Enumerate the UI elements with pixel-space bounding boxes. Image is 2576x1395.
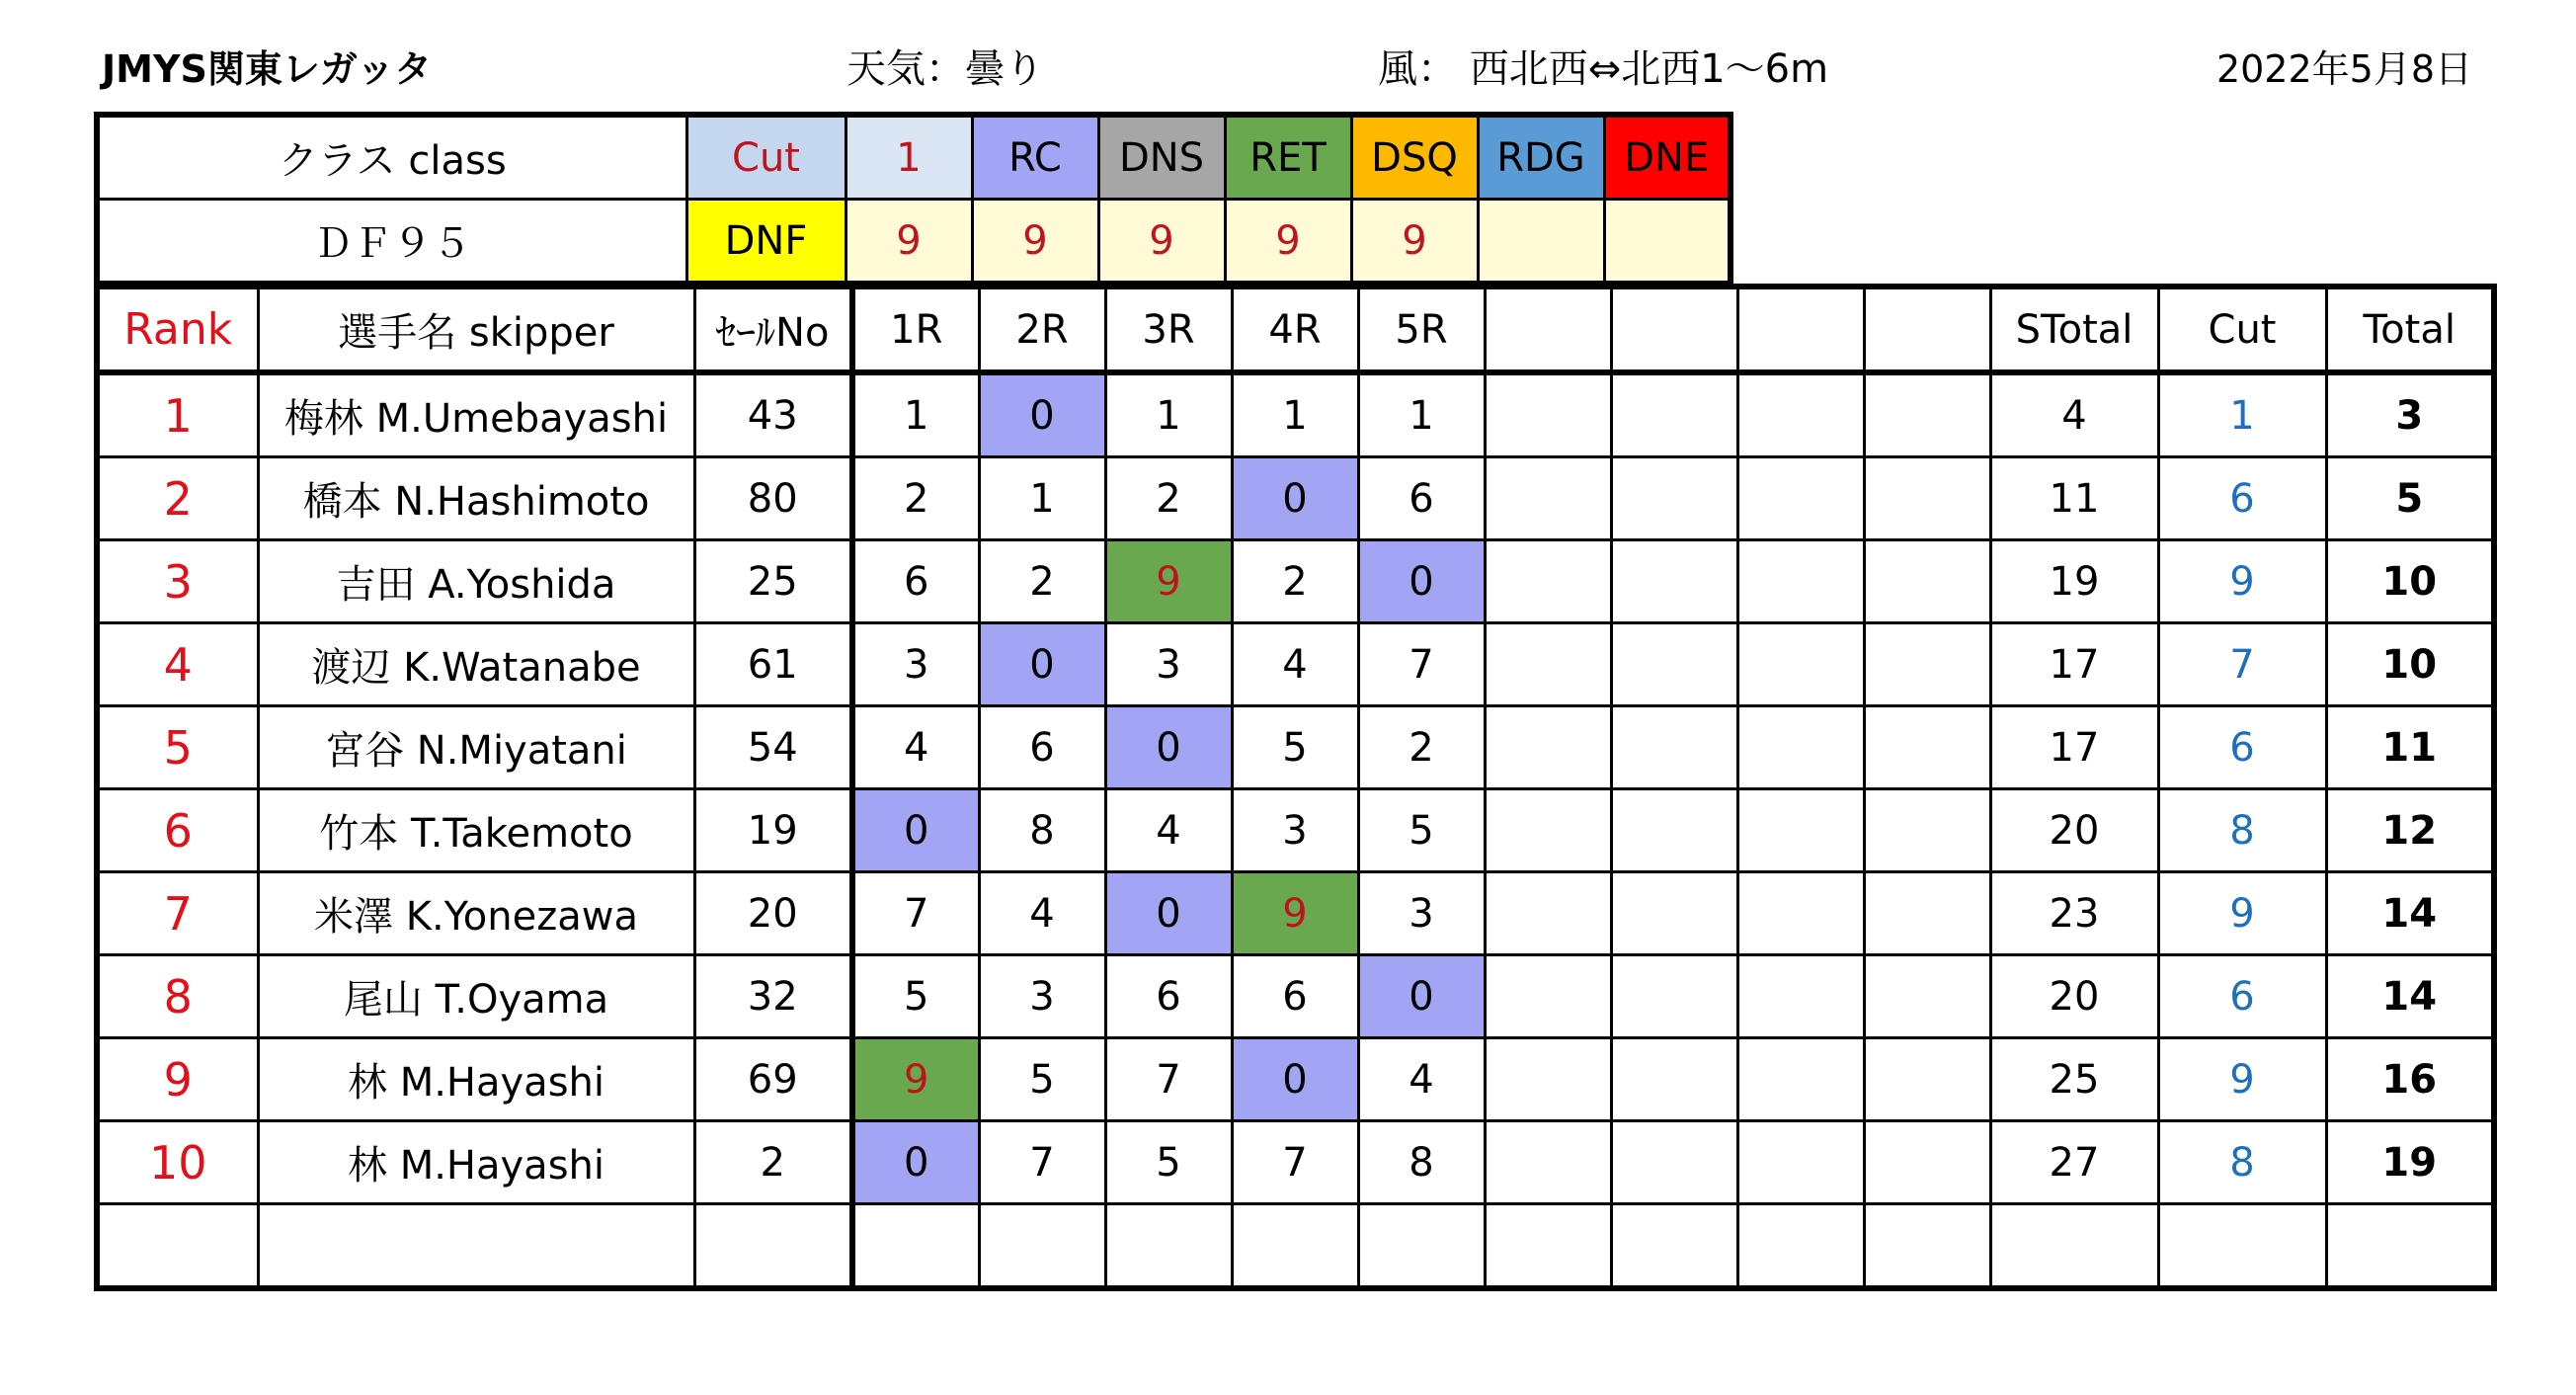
code-legend-table: [94, 112, 1733, 287]
sail-number-cell: 19: [694, 789, 852, 872]
empty-cell: [97, 1204, 258, 1289]
race-score-cell: 4: [1358, 1038, 1485, 1121]
empty-cell: [1485, 1204, 1611, 1289]
race-score-cell: 1: [1358, 372, 1485, 457]
rank-cell: 10: [97, 1121, 258, 1204]
skipper-cell: 宮谷 N.Miyatani: [258, 706, 694, 789]
cut-cell: 7: [2158, 623, 2326, 706]
cut-cell: 9: [2158, 540, 2326, 623]
race-score-cell: 0: [852, 1121, 979, 1204]
race-score-cell: 7: [1105, 1038, 1232, 1121]
empty-race-cell: [1485, 706, 1611, 789]
race-score-cell: 7: [852, 872, 979, 955]
empty-race-cell: [1611, 1121, 1737, 1204]
race-score-cell: 3: [979, 955, 1105, 1038]
result-row: [97, 457, 2494, 540]
rank-cell: 5: [97, 706, 258, 789]
legend-points-value: [1604, 200, 1731, 285]
race-score-cell: 6: [852, 540, 979, 623]
total-cell: 10: [2326, 623, 2494, 706]
sail-number-cell: 32: [694, 955, 852, 1038]
rank-cell: 2: [97, 457, 258, 540]
regatta-title: JMYS関東レガッタ: [102, 47, 433, 91]
race-score-cell: 7: [1232, 1121, 1358, 1204]
legend-points-value: 9: [972, 200, 1098, 285]
stotal-cell: 25: [1990, 1038, 2158, 1121]
rank-cell: 8: [97, 955, 258, 1038]
race-score-cell: 8: [1358, 1121, 1485, 1204]
stotal-cell: 27: [1990, 1121, 2158, 1204]
race-score-cell: 6: [1358, 457, 1485, 540]
empty-race-cell: [1864, 457, 1990, 540]
empty-cell: [1864, 1204, 1990, 1289]
results-table: [94, 284, 2497, 1291]
total-cell: 14: [2326, 955, 2494, 1038]
result-row: [97, 540, 2494, 623]
result-row: [97, 1121, 2494, 1204]
total-cell: 11: [2326, 706, 2494, 789]
empty-race-cell: [1864, 540, 1990, 623]
race-2-header: 2R: [979, 287, 1105, 372]
sail-number-cell: 25: [694, 540, 852, 623]
legend-code-dne: DNE: [1604, 115, 1731, 200]
empty-race-cell: [1737, 372, 1864, 457]
empty-race-cell: [1485, 955, 1611, 1038]
results-header-row: [97, 287, 2494, 372]
result-row: [97, 955, 2494, 1038]
race-score-cell: 0: [1358, 955, 1485, 1038]
race-score-cell: 0: [979, 623, 1105, 706]
empty-race-cell: [1611, 872, 1737, 955]
empty-race-cell: [1611, 372, 1737, 457]
race-score-cell: 9: [1105, 540, 1232, 623]
cut-cell: 8: [2158, 1121, 2326, 1204]
total-cell: 3: [2326, 372, 2494, 457]
empty-cell: [258, 1204, 694, 1289]
cut-cell: 1: [2158, 372, 2326, 457]
sail-number-cell: 61: [694, 623, 852, 706]
empty-race-cell: [1864, 872, 1990, 955]
empty-race-cell: [1611, 789, 1737, 872]
legend-points-value: 9: [845, 200, 972, 285]
legend-code-ret: RET: [1225, 115, 1351, 200]
stotal-header: STotal: [1990, 287, 2158, 372]
skipper-cell: 林 M.Hayashi: [258, 1121, 694, 1204]
result-row: [97, 372, 2494, 457]
stotal-cell: 17: [1990, 706, 2158, 789]
total-cell: 10: [2326, 540, 2494, 623]
stotal-cell: 19: [1990, 540, 2158, 623]
total-header: Total: [2326, 287, 2494, 372]
empty-cell: [1737, 1204, 1864, 1289]
race-score-cell: 1: [979, 457, 1105, 540]
skipper-cell: 米澤 K.Yonezawa: [258, 872, 694, 955]
empty-race-cell: [1611, 955, 1737, 1038]
skipper-cell: 渡辺 K.Watanabe: [258, 623, 694, 706]
empty-cell: [1990, 1204, 2158, 1289]
race-score-cell: 7: [979, 1121, 1105, 1204]
rank-cell: 3: [97, 540, 258, 623]
cut-cell: 6: [2158, 955, 2326, 1038]
sail-number-cell: 80: [694, 457, 852, 540]
empty-race-cell: [1611, 540, 1737, 623]
race-score-cell: 3: [1232, 789, 1358, 872]
empty-row: [97, 1204, 2494, 1289]
legend-points-value: 9: [1098, 200, 1225, 285]
race-4-header: 4R: [1232, 287, 1358, 372]
race-score-cell: 8: [979, 789, 1105, 872]
empty-cell: [2158, 1204, 2326, 1289]
total-cell: 16: [2326, 1038, 2494, 1121]
rank-cell: 1: [97, 372, 258, 457]
empty-cell: [979, 1204, 1105, 1289]
race-score-cell: 7: [1358, 623, 1485, 706]
empty-race-cell: [1611, 623, 1737, 706]
empty-race-cell: [1737, 955, 1864, 1038]
race-3-header: 3R: [1105, 287, 1232, 372]
race-score-cell: 1: [1105, 372, 1232, 457]
sail-number-cell: 20: [694, 872, 852, 955]
race-score-cell: 0: [1232, 457, 1358, 540]
legend-code-1: 1: [845, 115, 972, 200]
skipper-cell: 梅林 M.Umebayashi: [258, 372, 694, 457]
result-row: [97, 623, 2494, 706]
legend-code-cut: Cut: [686, 115, 845, 200]
rank-cell: 4: [97, 623, 258, 706]
rank-cell: 7: [97, 872, 258, 955]
empty-race-cell: [1485, 789, 1611, 872]
empty-race-cell: [1737, 872, 1864, 955]
race-score-cell: 2: [852, 457, 979, 540]
empty-race-cell: [1864, 1121, 1990, 1204]
empty-race-cell: [1485, 1038, 1611, 1121]
total-cell: 12: [2326, 789, 2494, 872]
empty-race-cell: [1737, 457, 1864, 540]
race-score-cell: 4: [1232, 623, 1358, 706]
race-score-cell: 0: [1105, 872, 1232, 955]
empty-race-cell: [1737, 1121, 1864, 1204]
legend-code-rc: RC: [972, 115, 1098, 200]
race-score-cell: 5: [1358, 789, 1485, 872]
empty-cell: [852, 1204, 979, 1289]
empty-race-cell: [1737, 540, 1864, 623]
race-score-cell: 0: [1105, 706, 1232, 789]
sail-number-cell: 69: [694, 1038, 852, 1121]
legend-code-row: [97, 115, 1731, 200]
legend-code-rdg: RDG: [1478, 115, 1604, 200]
legend-code-dns: DNS: [1098, 115, 1225, 200]
empty-cell: [1611, 1204, 1737, 1289]
skipper-cell: 竹本 T.Takemoto: [258, 789, 694, 872]
empty-race-cell: [1485, 872, 1611, 955]
legend-points-value: [1478, 200, 1604, 285]
empty-cell: [1358, 1204, 1485, 1289]
empty-race-cell: [1485, 540, 1611, 623]
empty-race-cell: [1737, 623, 1864, 706]
rank-header: Rank: [97, 287, 258, 372]
result-row: [97, 1038, 2494, 1121]
empty-race-cell: [1864, 789, 1990, 872]
race-score-cell: 9: [852, 1038, 979, 1121]
empty-race-cell: [1485, 623, 1611, 706]
empty-race-header: [1864, 287, 1990, 372]
sail-number-cell: 54: [694, 706, 852, 789]
total-cell: 19: [2326, 1121, 2494, 1204]
cut-header: Cut: [2158, 287, 2326, 372]
sail-number-cell: 2: [694, 1121, 852, 1204]
empty-race-cell: [1737, 789, 1864, 872]
skipper-cell: 吉田 A.Yoshida: [258, 540, 694, 623]
empty-race-cell: [1485, 457, 1611, 540]
result-row: [97, 872, 2494, 955]
race-5-header: 5R: [1358, 287, 1485, 372]
skipper-cell: 尾山 T.Oyama: [258, 955, 694, 1038]
empty-race-cell: [1611, 457, 1737, 540]
race-score-cell: 3: [1105, 623, 1232, 706]
skipper-cell: 林 M.Hayashi: [258, 1038, 694, 1121]
class-label: クラス class: [97, 115, 686, 200]
race-score-cell: 0: [979, 372, 1105, 457]
race-score-cell: 1: [852, 372, 979, 457]
race-score-cell: 4: [979, 872, 1105, 955]
race-score-cell: 5: [1232, 706, 1358, 789]
stotal-cell: 23: [1990, 872, 2158, 955]
race-score-cell: 4: [852, 706, 979, 789]
empty-race-cell: [1864, 955, 1990, 1038]
race-score-cell: 0: [852, 789, 979, 872]
race-score-cell: 6: [1105, 955, 1232, 1038]
empty-race-cell: [1611, 706, 1737, 789]
empty-race-cell: [1864, 1038, 1990, 1121]
race-score-cell: 0: [1358, 540, 1485, 623]
race-score-cell: 1: [1232, 372, 1358, 457]
empty-race-header: [1485, 287, 1611, 372]
class-name: ＤＦ９５: [97, 200, 686, 285]
rank-cell: 6: [97, 789, 258, 872]
race-score-cell: 6: [1232, 955, 1358, 1038]
sail-number-header: ｾｰﾙNo: [694, 287, 852, 372]
empty-race-cell: [1864, 706, 1990, 789]
stotal-cell: 4: [1990, 372, 2158, 457]
legend-points-row: [97, 200, 1731, 285]
empty-cell: [1232, 1204, 1358, 1289]
race-score-cell: 5: [852, 955, 979, 1038]
race-date: 2022年5月8日: [2215, 47, 2472, 91]
race-1-header: 1R: [852, 287, 979, 372]
skipper-cell: 橋本 N.Hashimoto: [258, 457, 694, 540]
race-score-cell: 5: [979, 1038, 1105, 1121]
empty-race-cell: [1737, 706, 1864, 789]
legend-points-value: 9: [1225, 200, 1351, 285]
rank-cell: 9: [97, 1038, 258, 1121]
empty-race-cell: [1485, 1121, 1611, 1204]
empty-cell: [2326, 1204, 2494, 1289]
race-score-cell: 3: [852, 623, 979, 706]
race-score-cell: 0: [1232, 1038, 1358, 1121]
stotal-cell: 11: [1990, 457, 2158, 540]
empty-race-cell: [1864, 372, 1990, 457]
stotal-cell: 17: [1990, 623, 2158, 706]
race-score-cell: 5: [1105, 1121, 1232, 1204]
stotal-cell: 20: [1990, 955, 2158, 1038]
result-row: [97, 789, 2494, 872]
result-row: [97, 706, 2494, 789]
race-score-cell: 2: [1232, 540, 1358, 623]
total-cell: 14: [2326, 872, 2494, 955]
cut-cell: 8: [2158, 789, 2326, 872]
wind-info: 風： 西北西⇔北西1～6m: [1378, 46, 1829, 92]
cut-cell: 6: [2158, 457, 2326, 540]
legend-code-dsq: DSQ: [1351, 115, 1478, 200]
skipper-header: 選手名 skipper: [258, 287, 694, 372]
race-score-cell: 2: [979, 540, 1105, 623]
race-score-cell: 2: [1358, 706, 1485, 789]
empty-race-cell: [1737, 1038, 1864, 1121]
race-score-cell: 4: [1105, 789, 1232, 872]
empty-race-header: [1737, 287, 1864, 372]
stotal-cell: 20: [1990, 789, 2158, 872]
total-cell: 5: [2326, 457, 2494, 540]
cut-cell: 9: [2158, 872, 2326, 955]
weather-info: 天気：曇り: [846, 46, 1044, 92]
sail-number-cell: 43: [694, 372, 852, 457]
legend-points-value: 9: [1351, 200, 1478, 285]
empty-race-header: [1611, 287, 1737, 372]
cut-cell: 9: [2158, 1038, 2326, 1121]
empty-race-cell: [1864, 623, 1990, 706]
race-score-cell: 3: [1358, 872, 1485, 955]
race-score-cell: 2: [1105, 457, 1232, 540]
legend-dnf-label: DNF: [686, 200, 845, 285]
empty-cell: [694, 1204, 852, 1289]
empty-cell: [1105, 1204, 1232, 1289]
race-score-cell: 6: [979, 706, 1105, 789]
empty-race-cell: [1485, 372, 1611, 457]
race-score-cell: 9: [1232, 872, 1358, 955]
empty-race-cell: [1611, 1038, 1737, 1121]
cut-cell: 6: [2158, 706, 2326, 789]
